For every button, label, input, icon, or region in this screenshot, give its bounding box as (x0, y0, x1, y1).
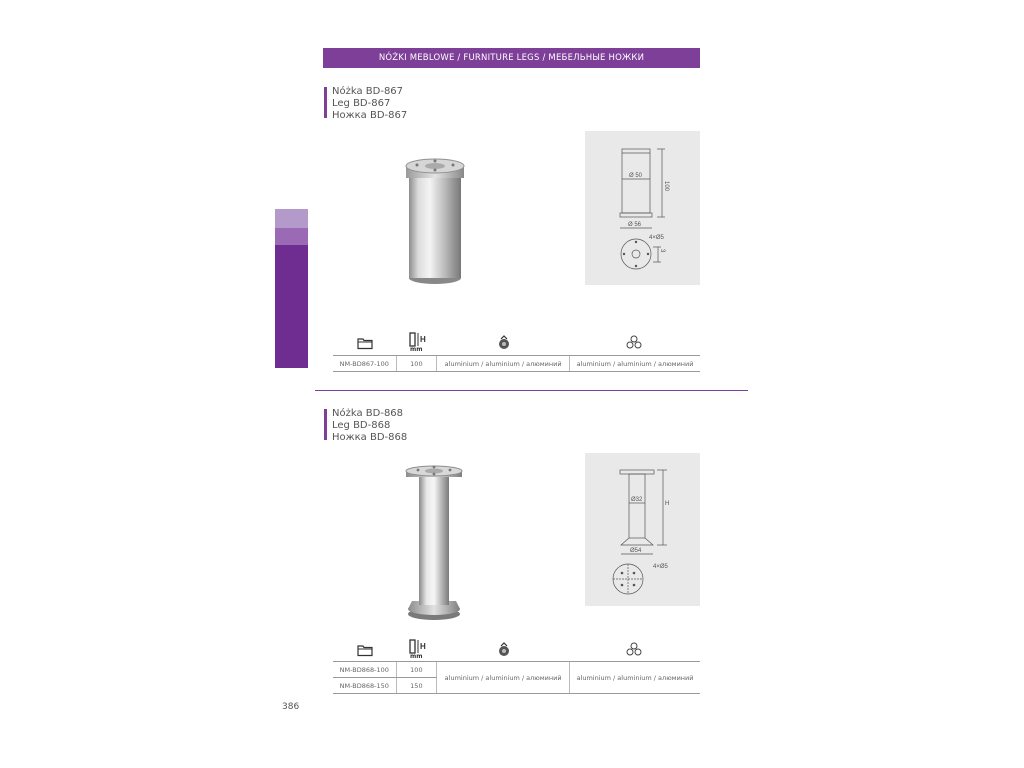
product-title-pl: Nóżka BD-868 (332, 408, 404, 419)
height-mm-icon (408, 332, 430, 354)
dim-dia-top: Ø 50 (629, 173, 643, 179)
product-image-bd867 (395, 158, 475, 290)
cell-material: aluminium / aluminium / алюминий (570, 662, 700, 694)
cell-code: NM-BD868-100 (333, 662, 396, 678)
cell-code: NM-BD867-100 (333, 356, 396, 372)
height-unit-label: mm (410, 346, 423, 353)
table-row (333, 662, 700, 678)
height-mm-icon (408, 639, 430, 661)
cell-finish: aluminium / aluminium / алюминий (437, 356, 570, 372)
dim-height: 100 (663, 181, 669, 192)
technical-drawing-bd868 (585, 453, 700, 606)
folder-icon (357, 642, 373, 658)
dim-holes: 4×Ø5 (653, 564, 668, 570)
product-title-ru: Ножка BD-867 (332, 110, 408, 121)
finish-icon (496, 335, 512, 351)
product-title-block (324, 86, 464, 122)
title-accent-bar (324, 87, 327, 118)
section-header-bar (323, 48, 700, 68)
title-accent-bar (324, 409, 327, 440)
height-unit-label: mm (410, 653, 423, 660)
product-title-en: Leg BD-867 (332, 98, 391, 109)
side-tab-mid (275, 228, 308, 245)
cell-height: 150 (396, 678, 437, 694)
cell-height: 100 (396, 662, 437, 678)
spec-table-bd868 (333, 661, 700, 694)
technical-drawing-bd867 (585, 131, 700, 285)
dim-depth: 3 (659, 249, 665, 253)
product-image-bd868 (400, 463, 468, 623)
section-separator (315, 390, 748, 391)
cell-code: NM-BD868-150 (333, 678, 396, 694)
cell-finish: aluminium / aluminium / алюминий (437, 662, 570, 694)
cell-height: 100 (396, 356, 437, 372)
section-header-title: NÓŻKI MEBLOWE / FURNITURE LEGS / МЕБЕЛЬНЫЕ НОЖКИ (378, 53, 645, 63)
dim-holes: 4×Ø5 (649, 235, 664, 241)
side-tab-light (275, 209, 308, 228)
dim-height: H (665, 501, 670, 507)
dim-dia-base: Ø54 (630, 548, 642, 554)
svg-text:H: H (420, 335, 426, 344)
product-title-block (324, 408, 464, 444)
product-title-en: Leg BD-868 (332, 420, 391, 431)
folder-icon (357, 335, 373, 351)
material-icon (626, 334, 642, 350)
product-title-ru: Ножка BD-868 (332, 432, 408, 443)
spec-table-bd867 (333, 355, 700, 372)
table-row (333, 356, 700, 372)
side-tab-dark (275, 245, 308, 368)
page-number: 386 (282, 702, 300, 712)
dim-dia-tube: Ø32 (631, 497, 643, 503)
cell-material: aluminium / aluminium / алюминий (570, 356, 700, 372)
svg-text:H: H (420, 642, 426, 651)
finish-icon (496, 642, 512, 658)
product-title-pl: Nóżka BD-867 (332, 86, 404, 97)
dim-dia-base: Ø 56 (628, 222, 642, 228)
material-icon (626, 641, 642, 657)
